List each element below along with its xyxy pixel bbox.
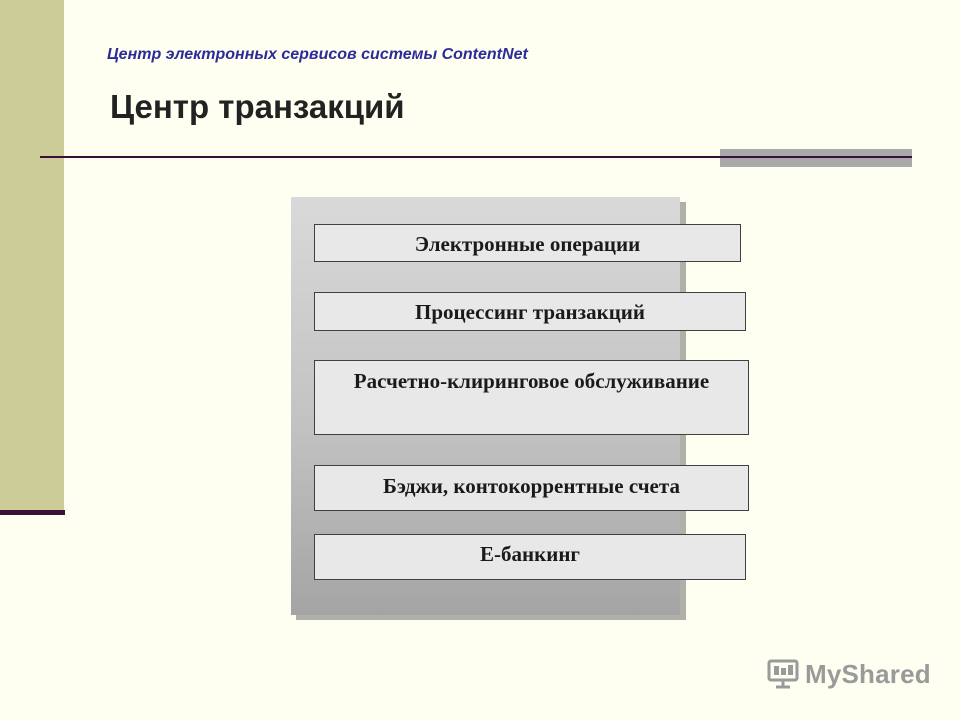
- title-divider-accent: [720, 149, 912, 167]
- service-box-settlement-clearing: Расчетно-клиринговое обслуживание: [314, 360, 749, 435]
- service-box-electronic-operations: Электронные операции: [314, 224, 741, 262]
- service-box-badges-current-accounts: Бэджи, контокоррентные счета: [314, 465, 749, 511]
- left-decorative-band: [0, 0, 64, 512]
- service-box-e-banking: Е-банкинг: [314, 534, 746, 580]
- slide-title: Центр транзакций: [110, 88, 405, 125]
- left-band-underline: [0, 510, 65, 515]
- watermark-text: MyShared: [805, 658, 931, 689]
- presentation-board-icon: [765, 656, 801, 692]
- title-divider-accent-line: [720, 156, 912, 158]
- slide-subtitle: Центр электронных сервисов системы ContentNet: [107, 46, 528, 63]
- service-box-transaction-processing: Процессинг транзакций: [314, 292, 746, 331]
- watermark: [765, 654, 931, 694]
